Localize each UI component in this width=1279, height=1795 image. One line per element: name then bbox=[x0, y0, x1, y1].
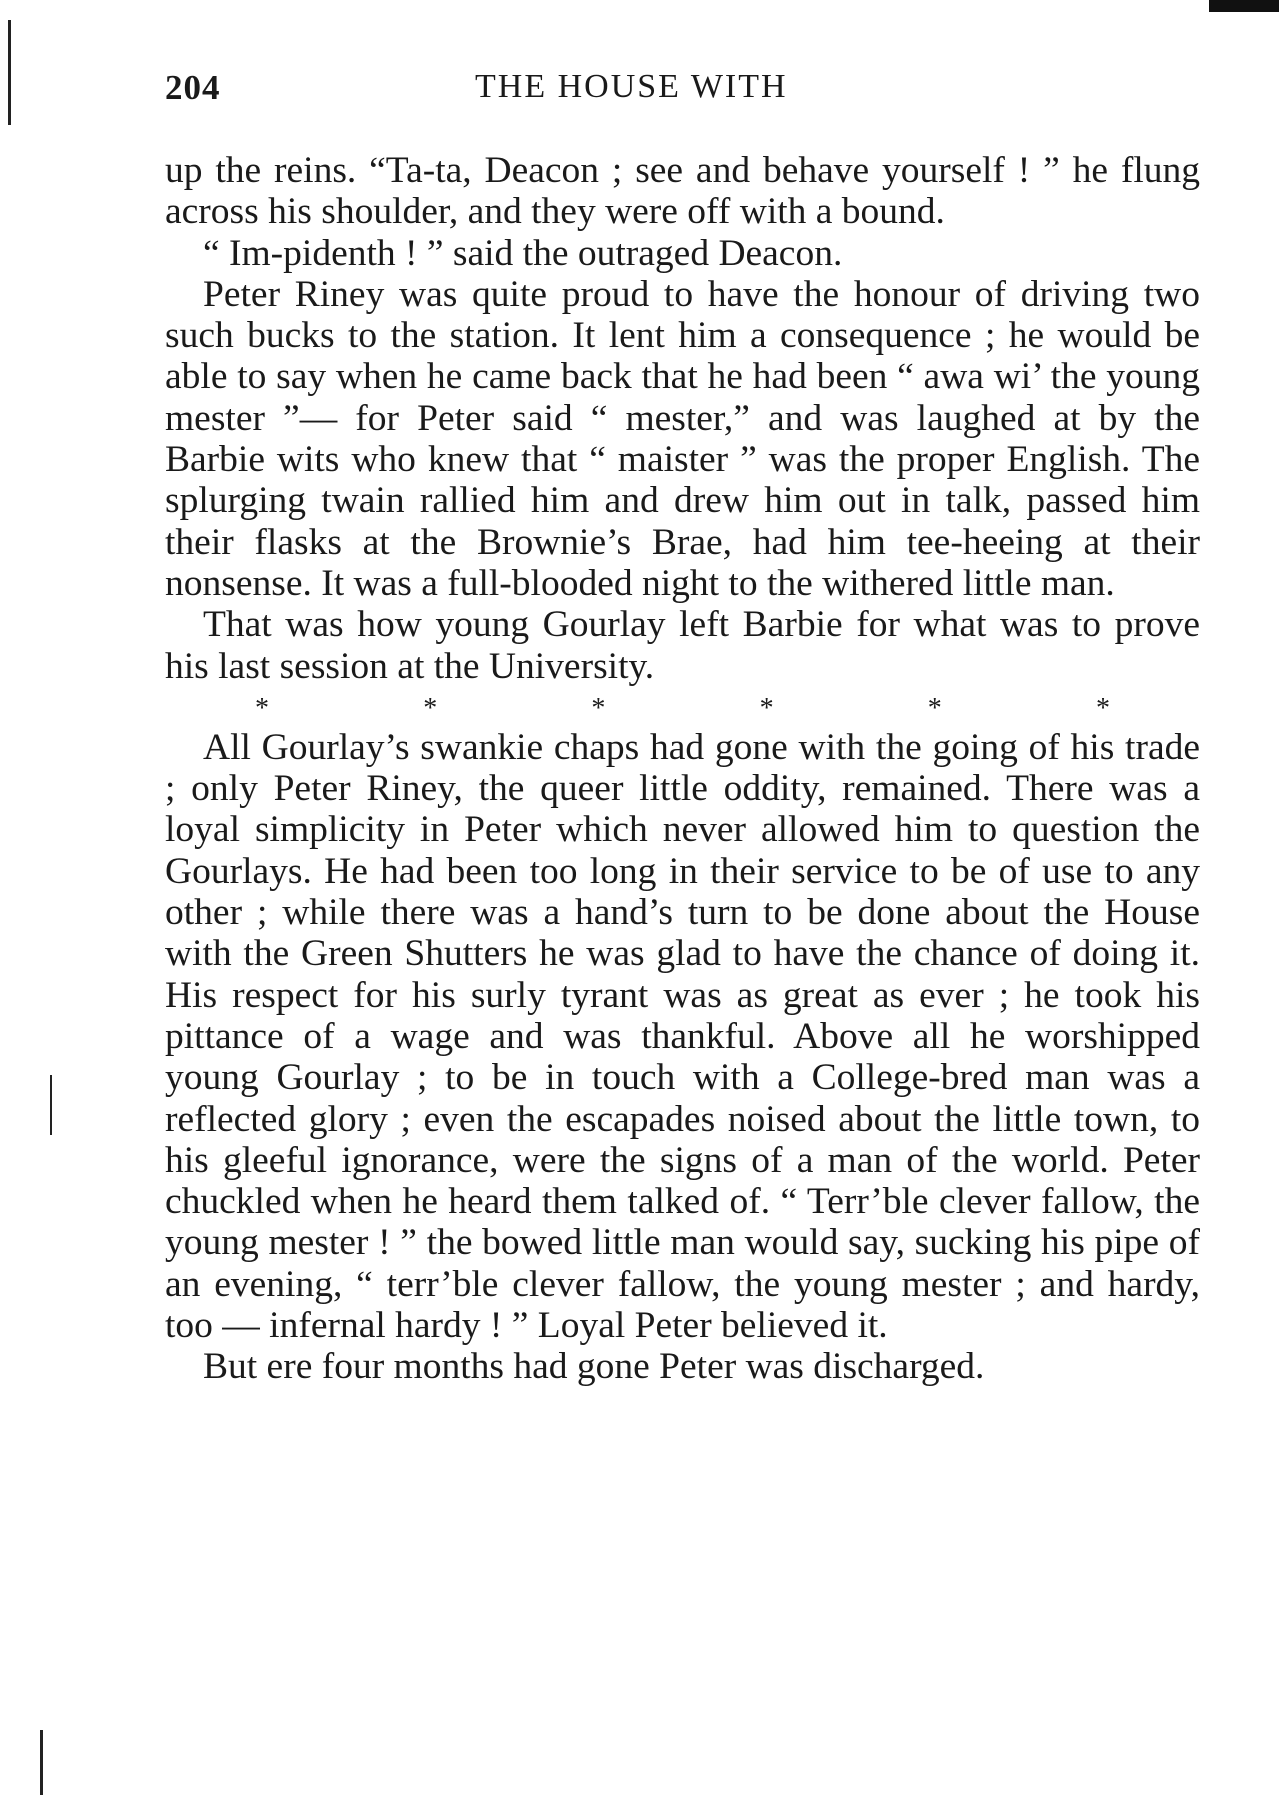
asterisk: * bbox=[255, 692, 269, 724]
scan-edge-mark bbox=[1209, 0, 1279, 12]
scan-margin-mark bbox=[8, 20, 11, 125]
paragraph: All Gourlay’s swankie chaps had gone with the going of his trade ; only Peter Riney, the queer little oddity, remained. There was a loyal simplicity in Peter which never allowed him to question the Gourlays. He had been too long in their service to be of use to any other ; while there was a hand’s turn to be done about the House with the Green Shutters he was glad to have the chance of doing it. His respect for his surly tyrant was as great as ever ; he took his pittance of a wage and was thankful. Above all he worshipped young Gourlay ; to be in touch with a College-bred man was a reflected glory ; even the escapades noised about the little town, to his gleeful ignorance, were the signs of a man of the world. Peter chuckled when he heard them talked of. “ Terr’ble clever fallow, the young mester ! ” the bowed little man would say, sucking his pipe of an evening, “ terr’ble clever fallow, the young mester ; and hardy, too — infernal hardy ! ” Loyal Peter believed it. bbox=[165, 726, 1200, 1347]
page-number: 204 bbox=[165, 68, 221, 107]
paragraph: But ere four months had gone Peter was discharged. bbox=[203, 1346, 985, 1388]
paragraph: That was how young Gourlay left Barbie for what was to prove his last session at the University. bbox=[165, 604, 1200, 687]
page-header bbox=[165, 68, 1200, 118]
asterisk: * bbox=[927, 692, 942, 724]
running-title: THE HOUSE WITH bbox=[475, 68, 788, 105]
section-break bbox=[165, 687, 1200, 727]
asterisk: * bbox=[1095, 692, 1110, 724]
asterisk: * bbox=[423, 692, 438, 724]
paragraph: “ Im-pidenth ! ” said the outraged Deacon. bbox=[203, 232, 843, 274]
paragraph: up the reins. “Ta-ta, Deacon ; see and behave yourself ! ” he flung across his shoulder, and they were off with a bound. bbox=[165, 150, 1200, 233]
asterisk: * bbox=[591, 692, 606, 724]
body-text bbox=[165, 150, 1200, 1388]
paragraph: Peter Riney was quite proud to have the honour of driving two such bucks to the station. It lent him a consequence ; he would be able to say when he came back that he had been “ awa wi’ the young mester ”— for Peter said “ mester,” and was laughed at by the Barbie wits who knew that “ maister ” was the proper English. The splurging twain rallied him and drew him out in talk, passed him their flasks at the Brownie’s Brae, had him tee-heeing at their nonsense. It was a full-blooded night to the withered little man. bbox=[165, 273, 1200, 604]
scan-margin-mark bbox=[40, 1730, 43, 1795]
scan-margin-mark bbox=[50, 1075, 52, 1135]
asterisk: * bbox=[759, 692, 774, 724]
